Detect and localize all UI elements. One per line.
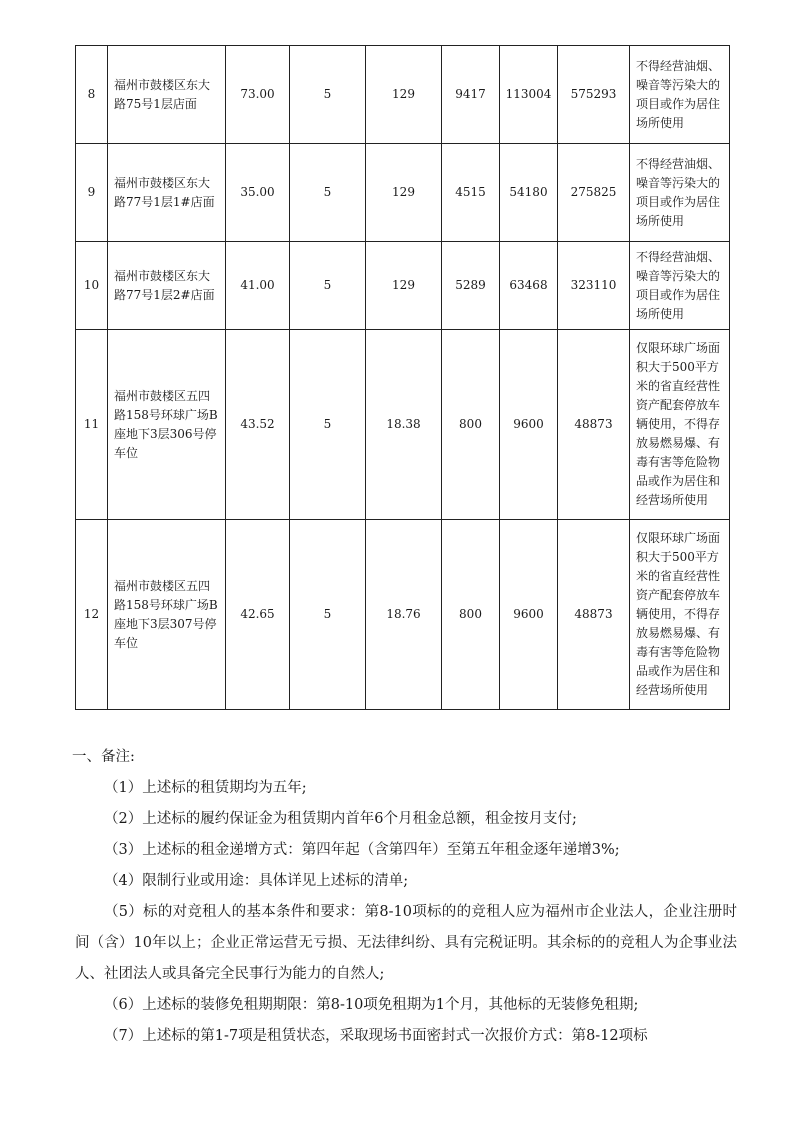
note-item-5: （5）标的对竞租人的基本条件和要求：第8-10项标的的竞租人应为福州市企业法人，企业注册时间（含）10年以上；企业正常运营无亏损、无法律纠纷、具有完税证明。其余标的的竞租人为企事业法人、社团法人或具备完全民事行为能力的自然人;	[75, 904, 737, 982]
listing-table	[75, 45, 730, 710]
table-row	[76, 520, 730, 710]
cell-monthly: 5289	[442, 242, 500, 330]
cell-restriction: 仅限环球广场面积大于500平方米的省直经营性资产配套停放车辆使用，不得存放易燃易爆、有毒有害等危险物品或作为居住和经营场所使用	[630, 330, 730, 520]
cell-area: 73.00	[226, 46, 290, 144]
cell-area: 35.00	[226, 144, 290, 242]
cell-years: 5	[290, 520, 366, 710]
cell-years: 5	[290, 144, 366, 242]
cell-area: 41.00	[226, 242, 290, 330]
cell-annual: 9600	[500, 520, 558, 710]
cell-annual: 63468	[500, 242, 558, 330]
cell-restriction: 不得经营油烟、噪音等污染大的项目或作为居住场所使用	[630, 242, 730, 330]
cell-address: 福州市鼓楼区五四路158号环球广场B座地下3层306号停车位	[108, 330, 226, 520]
cell-area: 42.65	[226, 520, 290, 710]
cell-no: 11	[76, 330, 108, 520]
cell-unit-price: 18.38	[366, 330, 442, 520]
table-row	[76, 242, 730, 330]
note-item-7: （7）上述标的第1-7项是租赁状态，采取现场书面密封式一次报价方式：第8-12项标	[104, 1028, 648, 1044]
cell-years: 5	[290, 330, 366, 520]
note-item-2: （2）上述标的履约保证金为租赁期内首年6个月租金总额，租金按月支付;	[104, 811, 577, 827]
table-row	[76, 330, 730, 520]
cell-monthly: 800	[442, 330, 500, 520]
note-item-1: （1）上述标的租赁期均为五年;	[104, 780, 307, 796]
cell-restriction: 不得经营油烟、噪音等污染大的项目或作为居住场所使用	[630, 46, 730, 144]
table-row	[76, 46, 730, 144]
cell-no: 9	[76, 144, 108, 242]
cell-years: 5	[290, 242, 366, 330]
cell-address: 福州市鼓楼区东大路75号1层店面	[108, 46, 226, 144]
note-item-3: （3）上述标的租金递增方式：第四年起（含第四年）至第五年租金逐年递增3%;	[104, 842, 620, 858]
cell-area: 43.52	[226, 330, 290, 520]
cell-total: 48873	[558, 520, 630, 710]
cell-years: 5	[290, 46, 366, 144]
notes-section	[72, 742, 737, 1052]
cell-restriction: 仅限环球广场面积大于500平方米的省直经营性资产配套停放车辆使用，不得存放易燃易爆、有毒有害等危险物品或作为居住和经营场所使用	[630, 520, 730, 710]
cell-total: 275825	[558, 144, 630, 242]
cell-no: 8	[76, 46, 108, 144]
cell-address: 福州市鼓楼区五四路158号环球广场B座地下3层307号停车位	[108, 520, 226, 710]
cell-unit-price: 129	[366, 46, 442, 144]
cell-address: 福州市鼓楼区东大路77号1层1#店面	[108, 144, 226, 242]
cell-unit-price: 129	[366, 144, 442, 242]
table-row	[76, 144, 730, 242]
cell-monthly: 800	[442, 520, 500, 710]
note-item-6: （6）上述标的装修免租期期限：第8-10项免租期为1个月，其他标的无装修免租期;	[104, 997, 639, 1013]
cell-annual: 54180	[500, 144, 558, 242]
cell-unit-price: 18.76	[366, 520, 442, 710]
cell-no: 12	[76, 520, 108, 710]
cell-annual: 9600	[500, 330, 558, 520]
cell-restriction: 不得经营油烟、噪音等污染大的项目或作为居住场所使用	[630, 144, 730, 242]
cell-no: 10	[76, 242, 108, 330]
cell-total: 48873	[558, 330, 630, 520]
cell-total: 323110	[558, 242, 630, 330]
notes-heading: 一、备注:	[72, 749, 135, 765]
cell-address: 福州市鼓楼区东大路77号1层2#店面	[108, 242, 226, 330]
cell-total: 575293	[558, 46, 630, 144]
cell-monthly: 4515	[442, 144, 500, 242]
cell-monthly: 9417	[442, 46, 500, 144]
cell-annual: 113004	[500, 46, 558, 144]
listing-table-body	[76, 46, 730, 710]
cell-unit-price: 129	[366, 242, 442, 330]
note-item-4: （4）限制行业或用途：具体详见上述标的清单;	[104, 873, 409, 889]
